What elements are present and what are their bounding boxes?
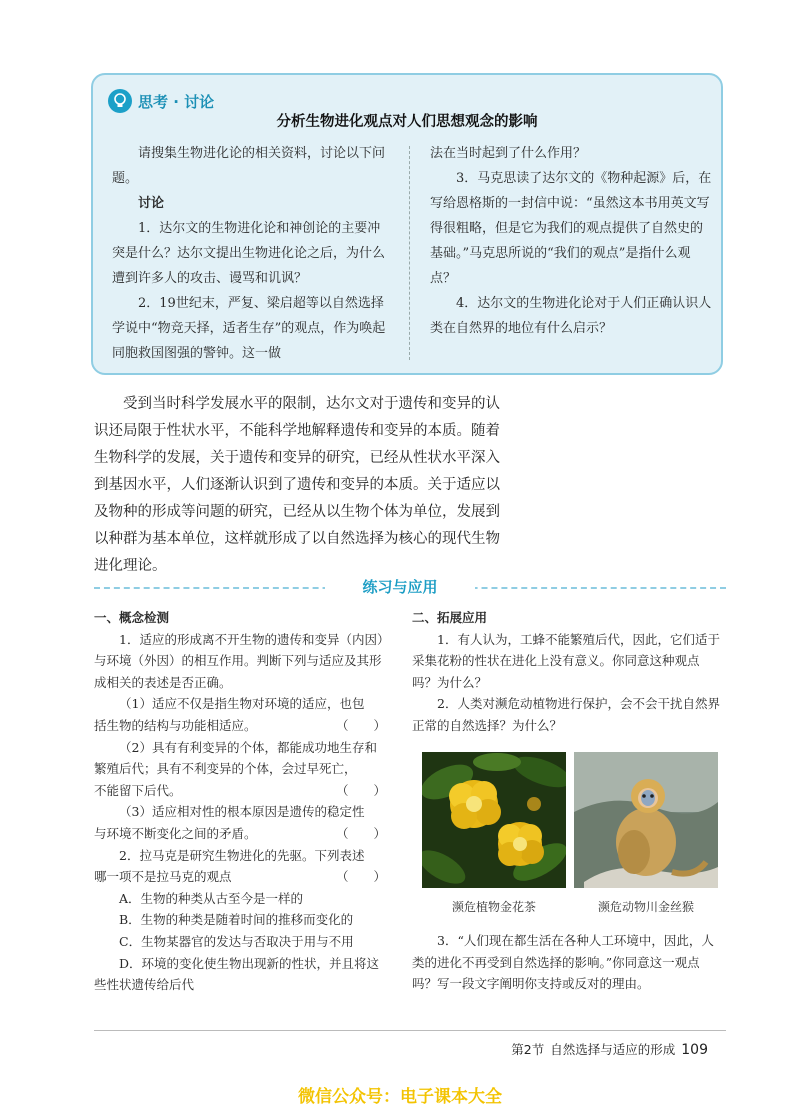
watermark-text: 微信公众号：电子课本大全 (298, 1087, 502, 1107)
photo-caption-1: 濒危植物金花茶 (451, 900, 536, 914)
extension-question-1: 1．有人认为，工蜂不能繁殖后代，因此，它们适于采集花粉的性状在进化上没有意义。你同意这种观点吗？为什么？ (412, 631, 720, 690)
exercise-section-1 (94, 607, 386, 996)
option-d: D．环境的变化使生物出现新的性状，并且将这些性状遗传给后代 (94, 955, 380, 993)
answer-paren: （ ） (335, 717, 386, 733)
footer-line (94, 1030, 726, 1031)
discussion-question-2-cont: 法在当时起到了什么作用？ (430, 146, 587, 161)
extension-question-2: 2．人类对濒危动植物进行保护，会不会干扰自然界正常的自然选择？为什么？ (412, 696, 720, 733)
answer-paren: （ ） (335, 825, 386, 841)
golden-camellia-photo (422, 752, 566, 888)
discussion-right-column (430, 141, 714, 341)
exercise-title: 练习与应用 (325, 576, 475, 597)
discussion-label: 思考 · 讨论 (138, 92, 215, 111)
discussion-question-2: 2．19世纪末，严复、梁启超等以自然选择学说中“物竞天择，适者生存”的观点，作为唤起同胞救国图强的警钟。这一做 (112, 296, 386, 361)
option-b: B．生物的种类是随着时间的推移而变化的 (119, 912, 354, 928)
column-divider (409, 146, 410, 360)
option-a: A．生物的种类从古至今是一样的 (119, 890, 304, 906)
option-c: C．生物某器官的发达与否取决于用与不用 (119, 933, 354, 949)
page-footer (511, 1040, 708, 1058)
exercise-section-2 (412, 607, 722, 737)
statement-1-row (94, 715, 386, 737)
discussion-title: 分析生物进化观点对人们思想观念的影响 (276, 114, 538, 130)
exercise-section-2-bottom (412, 930, 722, 995)
statement-2-line-1: （2）具有有利变异的个体，都能成功地生存和繁殖后代；具有不利变异的个体，会过早死亡， (94, 739, 377, 777)
concept-question-1: 1．适应的形成离不开生物的遗传和变异（内因）与环境（外因）的相互作用。判断下列与适应及其形成相关的表述是否正确。 (94, 631, 384, 690)
statement-1-line-1: （1）适应不仅是指生物对环境的适应，也包 (119, 696, 365, 712)
photo-caption-2: 濒危动物川金丝猴 (597, 900, 694, 914)
concept-question-2-row (94, 866, 386, 888)
discussion-question-4: 4．达尔文的生物进化论对于人们正确认识人类在自然界的地位有什么启示？ (430, 296, 712, 336)
statement-3-line-2: 与环境不断变化之间的矛盾。 (94, 825, 257, 841)
footer-section: 第2节 (511, 1042, 545, 1057)
discussion-question-3: 3．马克思读了达尔文的《物种起源》后，在写给恩格斯的一封信中说：“虽然这本书用英文写得很粗略，但是它为我们的观点提供了自然史的基础。”马克思所说的“我们的观点”是指什么观点？ (430, 171, 712, 286)
section-1-title: 一、概念检测 (94, 610, 170, 625)
extension-question-3: 3．“人们现在都生活在各种人工环境中，因此，人类的进化不再受到自然选择的影响。”你同意这一观点吗？写一段文字阐明你支持或反对的理由。 (412, 933, 714, 992)
concept-question-2-line-2: 哪一项不是拉马克的观点 (94, 869, 232, 885)
answer-paren: （ ） (335, 782, 386, 798)
statement-2-line-2: 不能留下后代。 (94, 782, 182, 798)
discussion-question-1: 1．达尔文的生物进化论和神创论的主要冲突是什么？达尔文提出生物进化论之后，为什么遭到许多人的攻击、谩骂和讥讽？ (112, 221, 386, 286)
statement-2-row (94, 780, 386, 802)
answer-paren: （ ） (335, 869, 386, 885)
body-paragraph (94, 391, 504, 580)
concept-question-2-line-1: 2．拉马克是研究生物进化的先驱。下列表述 (119, 847, 365, 863)
body-text: 受到当时科学发展水平的限制，达尔文对于遗传和变异的认识还局限于性状水平，不能科学地解释遗传和变异的本质。随着生物科学的发展，关于遗传和变异的研究，已经从性状水平深入到基因水平，人们逐渐认识到了遗传和变异的本质。关于适应以及物种的形成等问题的研究，已经从以生物个体为单位，发展到以种群为基本单位，这样就形成了以自然选择为核心的现代生物进化理论。 (94, 396, 500, 574)
statement-1-line-2: 括生物的结构与功能相适应。 (94, 717, 257, 733)
footer-chapter: 自然选择与适应的形成 (550, 1042, 676, 1057)
section-2-title: 二、拓展应用 (412, 610, 488, 625)
discussion-intro: 请搜集生物进化论的相关资料，讨论以下问题。 (112, 146, 386, 186)
golden-monkey-photo (574, 752, 718, 888)
statement-3-row (94, 823, 386, 845)
page-number: 109 (681, 1042, 708, 1058)
statement-3-line-1: （3）适应相对性的根本原因是遗传的稳定性 (119, 804, 365, 820)
discussion-left-column (112, 141, 392, 366)
discussion-sub-label: 讨论 (138, 196, 165, 211)
